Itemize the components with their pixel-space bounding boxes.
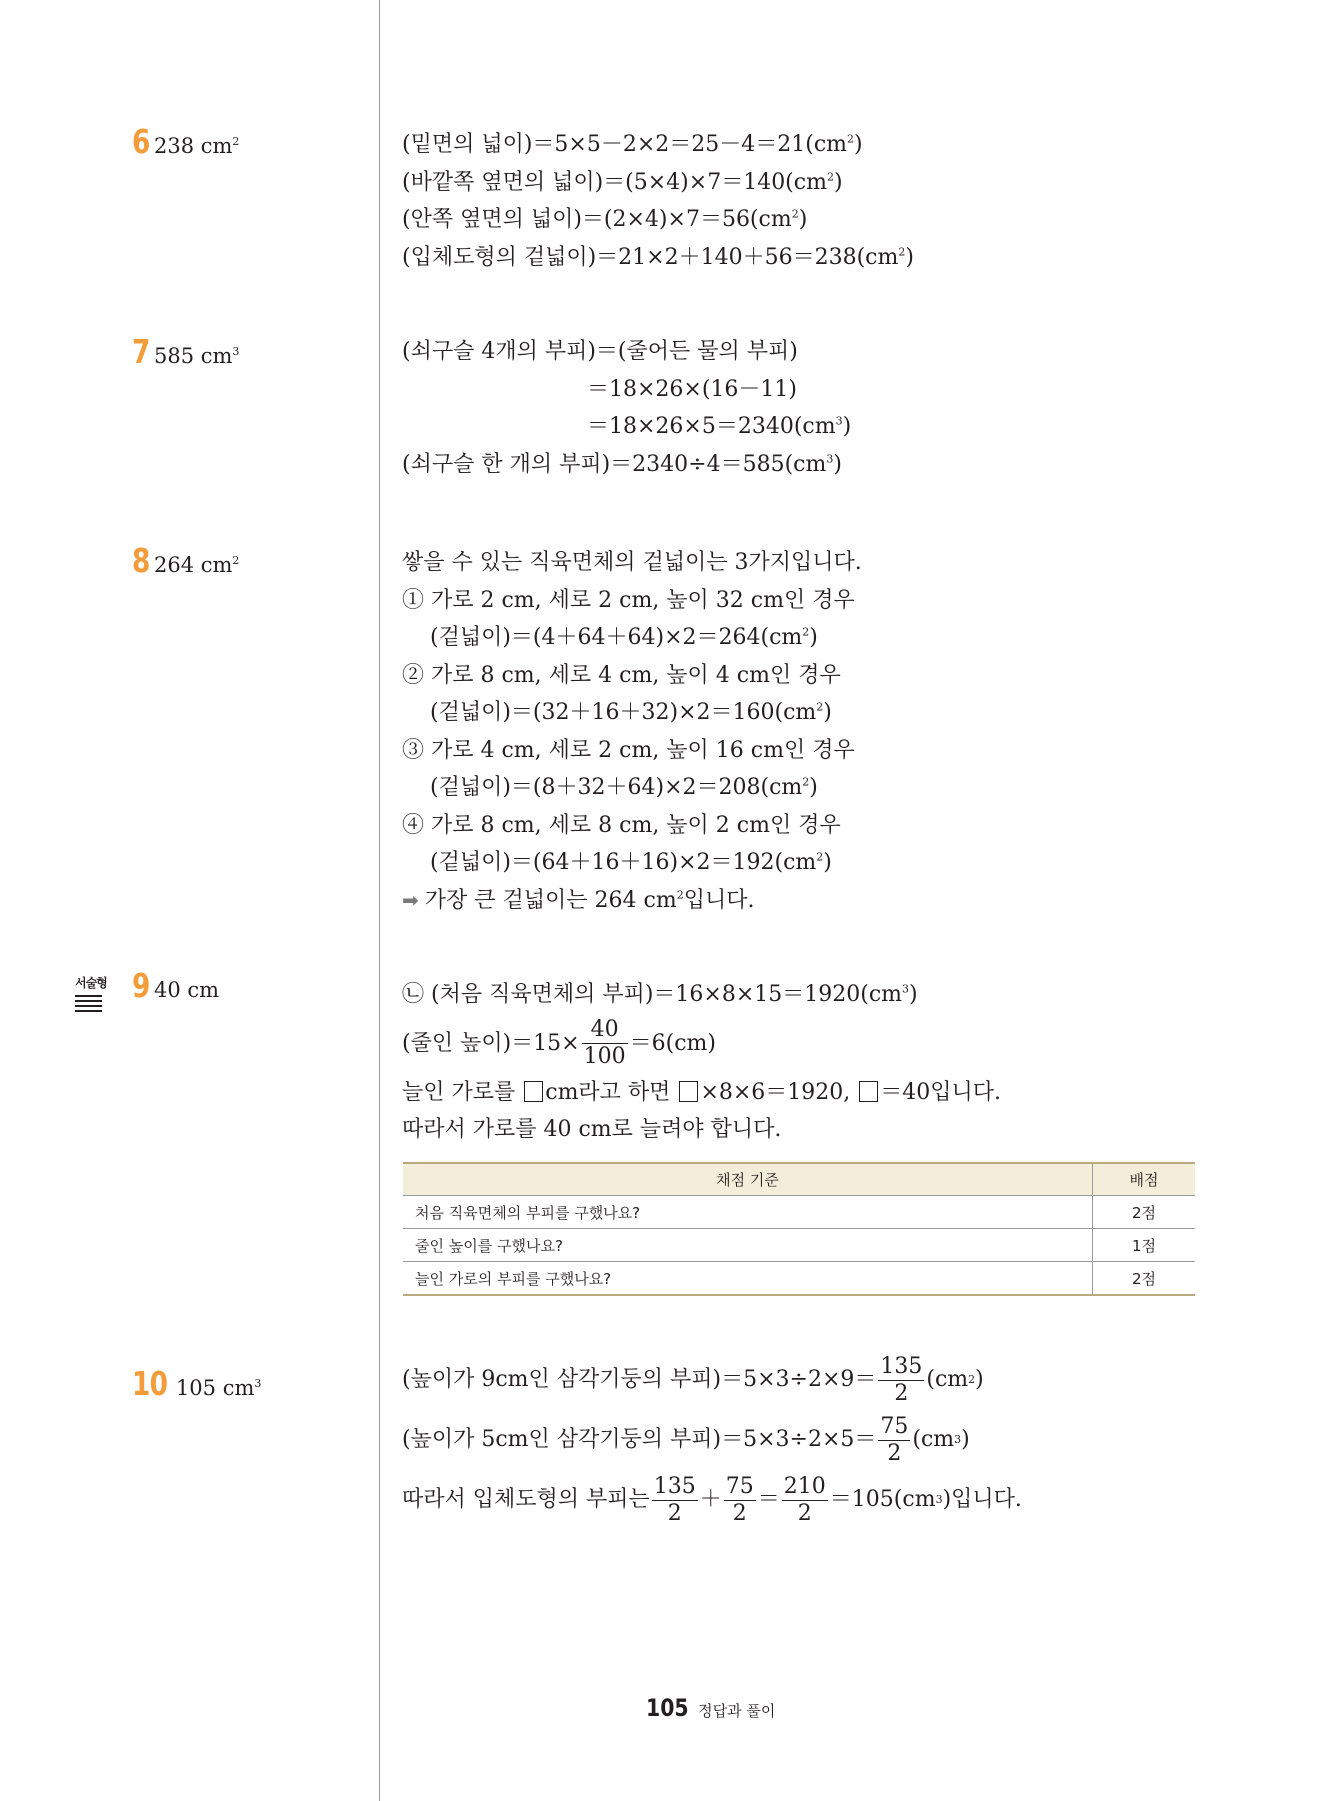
- solution-line: 따라서 입체도형의 부피는 $\frac{135}{2}$ ＋ $\frac{75}{2}$ ＝ $\frac{210}{2}$ ＝105(cm 3 )입니다.: [402, 1473, 1022, 1526]
- answer-9: [132, 966, 219, 1005]
- table-row: [403, 1229, 1195, 1262]
- answer-exponent: 3: [254, 1377, 262, 1390]
- solution-line: $=18\times 26\times 5=2340(cm^3)$: [587, 414, 852, 439]
- footer-title: 정답과 풀이: [698, 1702, 776, 1720]
- problem-number: 10: [132, 1364, 168, 1403]
- points-cell: 1점: [1093, 1229, 1196, 1262]
- answer-value: 264 cm: [153, 553, 233, 577]
- problem-number: 6: [132, 122, 150, 161]
- solution-line: 따라서 가로를 40 cm로 늘려야 합니다.: [402, 1117, 782, 1142]
- criteria-header: 채점 기준: [403, 1163, 1093, 1196]
- blank-box: [679, 1081, 698, 1102]
- solution-line: (높이가 5cm인 삼각기둥의 부피)＝5×3÷2×5＝ $\frac{75}{2}$ (cm 3 ): [402, 1413, 970, 1466]
- fraction: $\frac{75}{2}$: [880, 1413, 909, 1466]
- solution-line: ② 가로 8 cm, 세로 4 cm, 높이 4 cm인 경우: [402, 662, 841, 688]
- blank-box: [859, 1081, 878, 1102]
- solution-line: (바깥쪽 옆면의 넓이)$=(5\times 4)\times 7=140(cm^2)$: [402, 169, 843, 195]
- solution-line: (쇠구슬 4개의 부피)＝(줄어든 물의 부피): [402, 339, 798, 364]
- problem-number: 9: [132, 966, 150, 1005]
- problem-number: 7: [132, 332, 150, 371]
- fraction: $\frac{210}{2}$: [783, 1473, 826, 1526]
- grading-criteria-table: [403, 1162, 1195, 1296]
- solution-line: (입체도형의 겉넓이)$=21\times 2+140+56=238(cm^2)$: [402, 244, 914, 270]
- solution-line: (줄인 높이)＝15× $\frac{40}{100}$ ＝6(cm): [402, 1017, 716, 1069]
- solution-line: 쌓을 수 있는 직육면체의 겉넓이는 3가지입니다.: [402, 550, 862, 575]
- solution-line: ➡ 가장 큰 겉넓이는 264 $cm^2$입니다.: [402, 882, 1282, 920]
- answer-value: 40 cm: [153, 978, 220, 1002]
- fraction: $\frac{135}{2}$: [880, 1353, 923, 1406]
- solution-9: [402, 976, 1282, 1149]
- solution-line: ㉡ (처음 직육면체의 부피)$=16\times 8\times 15=1920(cm^3)$: [402, 982, 918, 1007]
- answer-10: [132, 1364, 261, 1403]
- solution-line: ＝18×26×(16－11): [587, 376, 798, 402]
- criteria-cell: 처음 직육면체의 부피를 구했나요?: [403, 1196, 1093, 1229]
- solution-line: 늘인 가로를 cm라고 하면 ×8×6＝1920, ＝40입니다.: [402, 1079, 1002, 1105]
- solution-7: [402, 333, 1282, 483]
- solution-10: [402, 1350, 1282, 1530]
- answer-7: [132, 332, 239, 371]
- arrow-right-icon: ➡: [402, 887, 419, 912]
- solution-line: ④ 가로 8 cm, 세로 8 cm, 높이 2 cm인 경우: [402, 812, 841, 838]
- answer-6: [132, 122, 239, 161]
- solution-line: (겉넓이)$=(4+64+64)\times 2=264(cm^2)$: [430, 625, 818, 650]
- solution-line: (쇠구슬 한 개의 부피)$=2340\div 4=585(cm^3)$: [402, 451, 842, 477]
- solution-8: [402, 544, 1282, 919]
- table-row: [403, 1262, 1195, 1296]
- page-number: 105: [646, 1694, 689, 1722]
- blank-box: [524, 1081, 543, 1102]
- solution-line: (높이가 9cm인 삼각기둥의 부피)＝5×3÷2×9＝ $\frac{135}{2}$ (cm 2 ): [402, 1353, 984, 1406]
- essay-type-badge: [75, 974, 107, 1015]
- column-divider: [379, 0, 380, 1801]
- fraction: $\frac{135}{2}$: [653, 1473, 696, 1526]
- solution-6: [402, 126, 1282, 276]
- solution-line: (안쪽 옆면의 넓이)$=(2\times 4)\times 7=56(cm^2)$: [402, 207, 808, 232]
- solution-line: ③ 가로 4 cm, 세로 2 cm, 높이 16 cm인 경우: [402, 737, 855, 763]
- answer-exponent: 2: [232, 135, 240, 148]
- answer-value: 105 cm: [175, 1376, 255, 1400]
- answer-exponent: 2: [232, 554, 240, 567]
- criteria-cell: 늘인 가로의 부피를 구했나요?: [403, 1262, 1093, 1296]
- answer-value: 238 cm: [153, 134, 233, 158]
- essay-type-label: 서술형: [75, 976, 107, 990]
- problem-number: 8: [132, 541, 150, 580]
- criteria-cell: 줄인 높이를 구했나요?: [403, 1229, 1093, 1262]
- points-header: 배점: [1093, 1163, 1196, 1196]
- page-footer: [646, 1694, 775, 1722]
- answer-8: [132, 541, 239, 580]
- table-row: [403, 1196, 1195, 1229]
- answer-exponent: 3: [232, 345, 240, 358]
- ruled-lines-icon: [75, 995, 102, 1012]
- solution-line: (겉넓이)$=(64+16+16)\times 2=192(cm^2)$: [430, 850, 832, 875]
- solution-line: (겉넓이)$=(32+16+32)\times 2=160(cm^2)$: [430, 700, 832, 725]
- fraction: $\frac{40}{100}$: [583, 1017, 626, 1069]
- fraction: $\frac{75}{2}$: [725, 1473, 754, 1526]
- answer-value: 585 cm: [153, 344, 233, 368]
- points-cell: 2점: [1093, 1262, 1196, 1296]
- solution-line: ① 가로 2 cm, 세로 2 cm, 높이 32 cm인 경우: [402, 587, 855, 613]
- points-cell: 2점: [1093, 1196, 1196, 1229]
- solution-line: (겉넓이)$=(8+32+64)\times 2=208(cm^2)$: [430, 775, 818, 800]
- solution-line: (밑면의 넓이)$=5\times 5-2\times 2=25-4=21(cm^2)$: [402, 132, 863, 157]
